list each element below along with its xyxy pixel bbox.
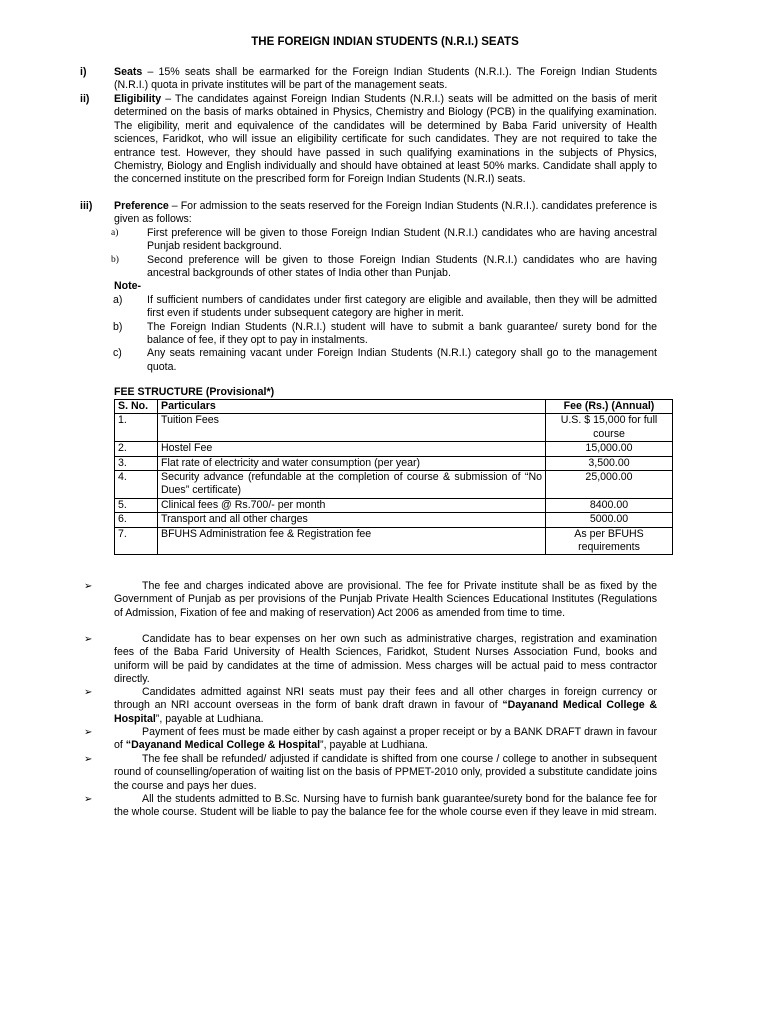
arrow-bullet-icon: ➢ bbox=[84, 581, 93, 592]
header-particulars: Particulars bbox=[158, 400, 546, 414]
table-row bbox=[115, 414, 673, 442]
preference-item bbox=[80, 227, 657, 254]
table-row bbox=[115, 513, 673, 527]
note-letter: c) bbox=[113, 347, 122, 360]
arrow-bullet-icon: ➢ bbox=[84, 727, 93, 738]
refund-bullet bbox=[80, 753, 657, 793]
preference-item bbox=[80, 254, 657, 281]
cell-fee: U.S. $ 15,000 for full course bbox=[546, 414, 673, 442]
cell-particulars: Clinical fees @ Rs.700/- per month bbox=[158, 498, 546, 512]
cell-fee: 8400.00 bbox=[546, 498, 673, 512]
bullet-text-part: Payment of fees must be made either by cash against a proper receipt or by a BANK DRAFT drawn in favour of bbox=[114, 726, 657, 752]
note-text: If sufficient numbers of candidates under first category are eligible and available, then they will be admitted first even if students under subsequent category are higher in merit. bbox=[147, 293, 657, 320]
note-text: The Foreign Indian Students (N.R.I.) student will have to submit a bank guarantee/ surety bond for the balance of fee, if they opt to pay in instalments. bbox=[147, 320, 657, 347]
preference-text: First preference will be given to those Foreign Indian Student (N.R.I.) candidates who are having ancestral Punjab resident background. bbox=[147, 226, 657, 253]
bullet-text-part: Candidates admitted against NRI seats must pay their fees and all other charges in foreign currency or through an NRI account overseas in the form of bank draft drawn in favour of bbox=[114, 686, 657, 712]
bullet-text-part: ”, payable at Ludhiana. bbox=[155, 712, 264, 725]
cell-particulars: Flat rate of electricity and water consumption (per year) bbox=[158, 456, 546, 470]
arrow-bullet-icon: ➢ bbox=[84, 754, 93, 765]
fee-table bbox=[114, 399, 673, 555]
preference-letter: a) bbox=[111, 227, 119, 238]
cell-sno: 4. bbox=[115, 471, 158, 499]
cell-sno: 7. bbox=[115, 527, 158, 555]
note-letter: b) bbox=[113, 320, 123, 333]
section-seats bbox=[80, 66, 657, 93]
bullet-text: All the students admitted to B.Sc. Nursing have to furnish bank guarantee/surety bond for the balance fee for the whole course. Student will be liable to pay the balance fee for the whole course even if they leave in mid stream. bbox=[114, 793, 657, 819]
cell-sno: 3. bbox=[115, 456, 158, 470]
section-eligibility bbox=[80, 93, 657, 187]
section-body bbox=[114, 66, 657, 93]
cell-sno: 5. bbox=[115, 498, 158, 512]
note-item bbox=[80, 294, 657, 321]
table-row bbox=[115, 456, 673, 470]
bullet-text: Candidate has to bear expenses on her own such as administrative charges, registration and examination fees of the Baba Farid University of Health Sciences, Faridkot, Student Nurses Association Fund, books and uniform will be paid by candidates at the time of admission. Mess charges will be actual paid to mess contractor directly. bbox=[114, 633, 657, 686]
note-item bbox=[80, 347, 657, 374]
section-heading: Eligibility bbox=[114, 93, 162, 105]
preference-text: Second preference will be given to those Foreign Indian Students (N.R.I.) candidates who are having ancestral backgrounds of other states of India other than Punjab. bbox=[147, 253, 657, 280]
cell-particulars: Tuition Fees bbox=[158, 414, 546, 442]
cell-particulars: BFUHS Administration fee & Registration fee bbox=[158, 527, 546, 555]
section-text: – The candidates against Foreign Indian Students (N.R.I.) seats will be admitted on the basis of merit determined on the basis of marks obtained in Physics, Chemistry and Biology (PCB) in the qualifying examination. The eligibility, merit and equivalence of the candidates will be determined by Baba Farid university of Health sciences, Faridkot, who will issue an eligibility certificate for such candidates. They are not required to take the entrance test. However, they should have passed in such qualifying examinations in the subjects of Physics, Chemistry, Biology and English individually and should have obtained at least 50% marks. Candidate shall apply to the concerned institute on the prescribed form for Foreign Indian Students (N.R.I) seats. bbox=[114, 93, 657, 186]
document-title: THE FOREIGN INDIAN STUDENTS (N.R.I.) SEATS bbox=[251, 36, 519, 48]
section-heading: Seats bbox=[114, 66, 143, 78]
bullet-bold-part: “Dayanand Medical College & Hospital bbox=[114, 699, 657, 725]
table-row bbox=[115, 498, 673, 512]
note-text: Any seats remaining vacant under Foreign Indian Students (N.R.I.) category shall go to the management quota. bbox=[147, 347, 657, 373]
cell-fee: 15,000.00 bbox=[546, 442, 673, 456]
note-heading: Note- bbox=[114, 280, 142, 293]
arrow-bullet-icon: ➢ bbox=[84, 687, 93, 698]
payment-mode-bullet bbox=[80, 726, 657, 753]
note-item bbox=[80, 321, 657, 348]
section-preference bbox=[80, 200, 657, 374]
section-heading: Preference bbox=[114, 200, 169, 212]
preference-letter: b) bbox=[111, 254, 119, 265]
header-fee: Fee (Rs.) (Annual) bbox=[546, 400, 673, 414]
section-body bbox=[114, 93, 657, 187]
section-number: i) bbox=[80, 66, 87, 78]
bank-guarantee-bullet bbox=[80, 793, 657, 820]
cell-particulars: Transport and all other charges bbox=[158, 513, 546, 527]
fee-structure-heading: FEE STRUCTURE (Provisional*) bbox=[114, 386, 275, 398]
arrow-bullet-icon: ➢ bbox=[84, 794, 93, 805]
cell-fee: 5000.00 bbox=[546, 513, 673, 527]
table-row bbox=[115, 471, 673, 499]
note-letter: a) bbox=[113, 293, 123, 306]
bullet-text bbox=[114, 726, 657, 753]
cell-sno: 2. bbox=[115, 442, 158, 456]
bullet-text: The fee and charges indicated above are provisional. The fee for Private institute shall be as fixed by the Government of Punjab as per provisions of the Punjab Private Health Sciences Educational Institutes (Regulations of Admission, Fixation of fee and making of reservation) Act 2006 as amended from time to time. bbox=[114, 580, 657, 619]
expenses-bullet bbox=[80, 633, 657, 687]
section-text: – For admission to the seats reserved for the Foreign Indian Students (N.R.I.). candidates preference is given as follows: bbox=[114, 200, 657, 226]
cell-fee: 25,000.00 bbox=[546, 471, 673, 499]
table-row bbox=[115, 442, 673, 456]
bullet-bold-part: “Dayanand Medical College & Hospital bbox=[125, 739, 321, 752]
section-number: iii) bbox=[80, 200, 93, 212]
header-sno: S. No. bbox=[115, 400, 158, 414]
fee-provisional-bullet bbox=[80, 580, 657, 620]
cell-fee: As per BFUHS requirements bbox=[546, 527, 673, 555]
arrow-bullet-icon: ➢ bbox=[84, 634, 93, 645]
table-row bbox=[115, 527, 673, 555]
cell-sno: 1. bbox=[115, 414, 158, 442]
cell-particulars: Security advance (refundable at the completion of course & submission of “No Dues” certificate) bbox=[158, 471, 546, 499]
section-text: – 15% seats shall be earmarked for the Foreign Indian Students (N.R.I.). The Foreign Indian Students (N.R.I.) quota in private institutes will be part of the management seats. bbox=[114, 66, 657, 92]
bullet-text: The fee shall be refunded/ adjusted if candidate is shifted from one course / college to another in subsequent round of counselling/operation of waiting list on the basis of PPMET-2010 only, provided a substitute candidate joins the course and pays her dues. bbox=[114, 753, 657, 792]
table-header-row bbox=[115, 400, 673, 414]
cell-sno: 6. bbox=[115, 513, 158, 527]
nri-payment-bullet bbox=[80, 686, 657, 726]
section-number: ii) bbox=[80, 93, 90, 105]
cell-particulars: Hostel Fee bbox=[158, 442, 546, 456]
cell-fee: 3,500.00 bbox=[546, 456, 673, 470]
bullet-text bbox=[114, 686, 657, 726]
bullet-text-part: ”, payable at Ludhiana. bbox=[320, 739, 428, 752]
section-body bbox=[114, 200, 657, 227]
